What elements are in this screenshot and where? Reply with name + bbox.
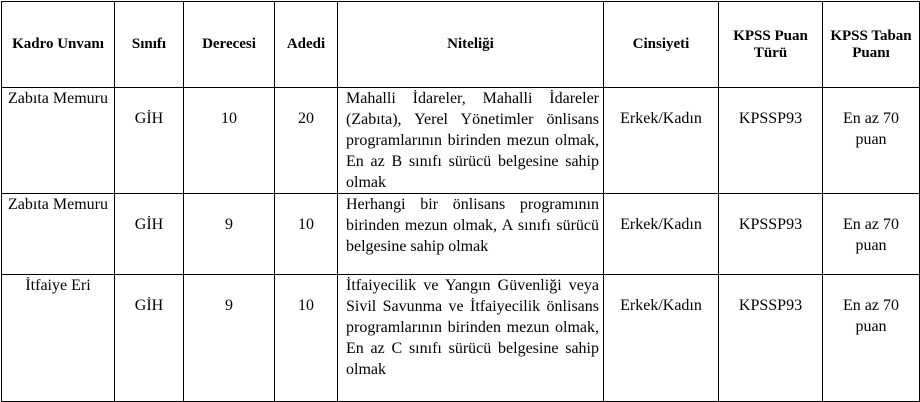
cell-class: [115, 275, 184, 402]
cell-qualification: İtfaiyecilik ve Yangın Güvenliği veya Sivil Savunma ve İtfaiyecilik önlisans programlarının birinden mezun olmak, En az C sınıfı sürücü belgesine sahip olmak: [338, 275, 604, 402]
cell-gender: [604, 194, 719, 275]
header-title: Kadro Unvanı: [2, 2, 115, 88]
header-count: Adedi: [275, 2, 338, 88]
cell-gender-text: Erkek/Kadın: [620, 216, 702, 233]
cell-min-score: [823, 88, 920, 194]
cell-degree: [184, 194, 275, 275]
cell-gender: [604, 275, 719, 402]
cell-score-type-text: KPSSP93: [738, 216, 803, 233]
header-gender: Cinsiyeti: [604, 2, 719, 88]
header-min-score: KPSS Taban Puanı: [823, 2, 920, 88]
cell-title: İtfaiye Eri: [2, 275, 115, 402]
cell-gender-text: Erkek/Kadın: [620, 297, 702, 314]
cell-min-score: [823, 275, 920, 402]
cell-class: [115, 88, 184, 194]
cell-degree-text: 9: [225, 297, 233, 314]
cell-gender-text: Erkek/Kadın: [620, 110, 702, 127]
cell-degree: [184, 88, 275, 194]
cell-count: [275, 88, 338, 194]
cell-qualification: Herhangi bir önlisans programının birinden mezun olmak, A sınıfı sürücü belgesine sahip olmak: [338, 194, 604, 275]
table-header-row: [2, 2, 920, 88]
cell-score-type-text: KPSSP93: [738, 297, 803, 314]
cell-count-text: 10: [298, 297, 314, 314]
header-qualification: Niteliği: [338, 2, 604, 88]
cell-title: Zabıta Memuru: [2, 88, 115, 194]
cell-score-type: [719, 194, 823, 275]
cell-min-score-text: En az 70 puan: [843, 110, 899, 148]
cell-qualification: Mahalli İdareler, Mahalli İdareler (Zabıta), Yerel Yönetimler önlisans programlarının birinden mezun olmak, En az B sınıfı sürücü belgesine sahip olmak: [338, 88, 604, 194]
cell-class-text: GİH: [134, 110, 164, 127]
header-class: Sınıfı: [115, 2, 184, 88]
cell-title: Zabıta Memuru: [2, 194, 115, 275]
cell-min-score-text: En az 70 puan: [843, 216, 899, 254]
cell-count: [275, 194, 338, 275]
cell-count-text: 20: [298, 110, 314, 127]
cell-min-score-text: En az 70 puan: [843, 297, 899, 335]
cell-score-type: [719, 275, 823, 402]
cell-class-text: GİH: [134, 297, 164, 314]
cell-degree: [184, 275, 275, 402]
cell-score-type-text: KPSSP93: [738, 110, 803, 127]
cell-count: [275, 275, 338, 402]
header-score-type: KPSS Puan Türü: [719, 2, 823, 88]
header-degree: Derecesi: [184, 2, 275, 88]
cell-degree-text: 9: [225, 216, 233, 233]
staff-positions-table: [1, 1, 920, 402]
cell-score-type: [719, 88, 823, 194]
cell-class-text: GİH: [134, 216, 164, 233]
table-row: [2, 88, 920, 194]
table-row: [2, 194, 920, 275]
cell-gender: [604, 88, 719, 194]
cell-count-text: 10: [298, 216, 314, 233]
cell-min-score: [823, 194, 920, 275]
cell-degree-text: 10: [221, 110, 237, 127]
table-row: [2, 275, 920, 402]
cell-class: [115, 194, 184, 275]
